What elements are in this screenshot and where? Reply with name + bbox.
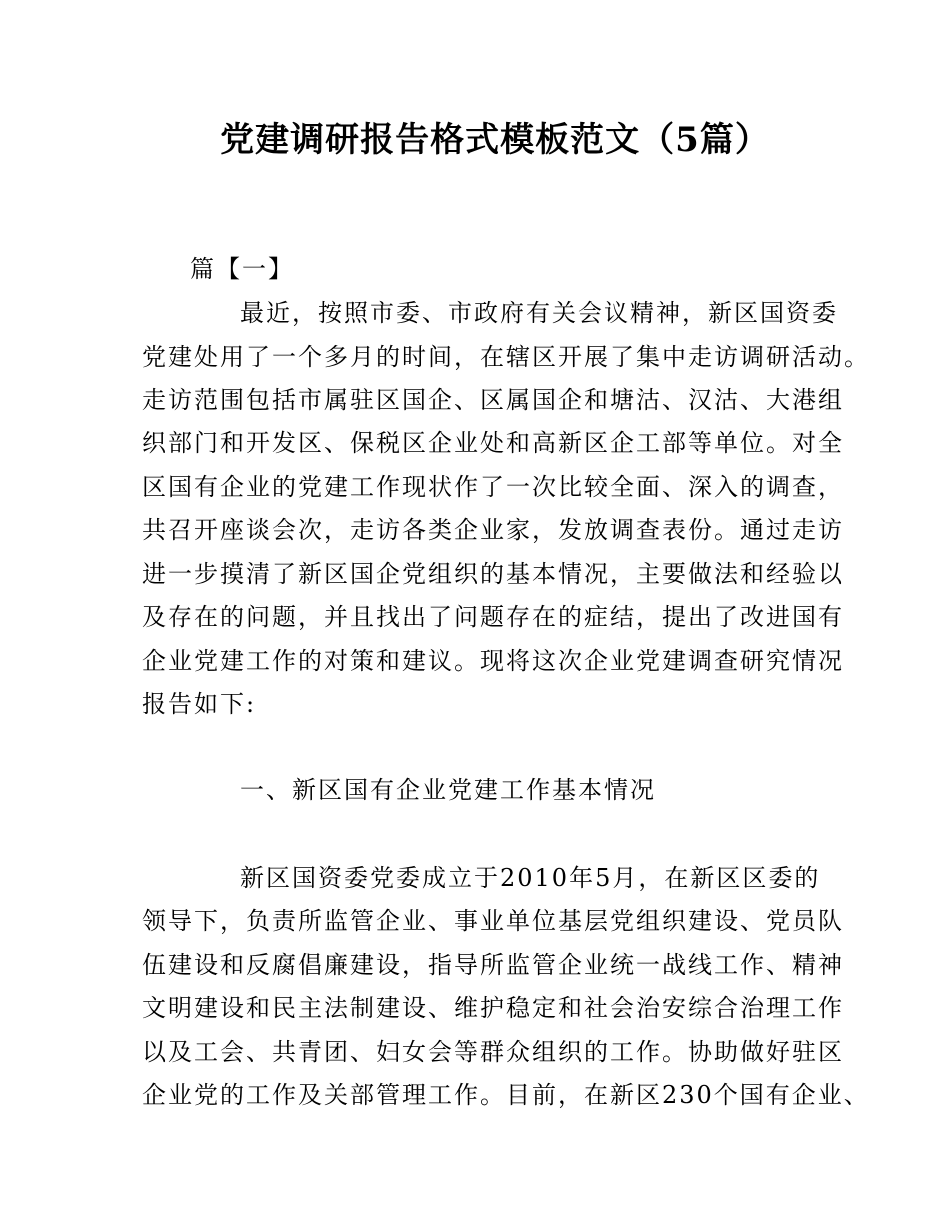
paragraph-line: 伍建设和反腐倡廉建设，指导所监管企业统一战线工作、精神: [142, 951, 844, 979]
paragraph-line: 进一步摸清了新区国企党组织的基本情况，主要做法和经验以: [142, 560, 844, 588]
section-label: 篇【一】: [190, 255, 294, 283]
paragraph-line: 以及工会、共青团、妇女会等群众组织的工作。协助做好驻区: [142, 1038, 844, 1066]
paragraph-line: 走访范围包括市属驻区国企、区属国企和塘沽、汉沽、大港组: [142, 386, 844, 414]
paragraph-line: 文明建设和民主法制建设、维护稳定和社会治安综合治理工作: [142, 994, 844, 1022]
paragraph-line: 最近，按照市委、市政府有关会议精神，新区国资委: [240, 299, 838, 327]
paragraph-line: 领导下，负责所监管企业、事业单位基层党组织建设、党员队: [142, 907, 844, 935]
paragraph-line: 新区国资委党委成立于2010年5月，在新区区委的: [240, 864, 821, 892]
paragraph-line: 及存在的问题，并且找出了问题存在的症结，提出了改进国有: [142, 603, 844, 631]
document-title: 党建调研报告格式模板范文（5篇）: [220, 120, 770, 160]
section-heading: 一、新区国有企业党建工作基本情况: [240, 776, 656, 804]
paragraph-line: 报告如下:: [142, 690, 257, 718]
paragraph-line: 党建处用了一个多月的时间，在辖区开展了集中走访调研活动。: [142, 343, 870, 371]
paragraph-line: 企业党的工作及关部管理工作。目前，在新区230个国有企业、: [142, 1081, 870, 1109]
paragraph-line: 织部门和开发区、保税区企业处和高新区企工部等单位。对全: [142, 429, 844, 457]
paragraph-line: 共召开座谈会次，走访各类企业家，发放调查表份。通过走访: [142, 516, 844, 544]
paragraph-line: 企业党建工作的对策和建议。现将这次企业党建调查研究情况: [142, 647, 844, 675]
paragraph-line: 区国有企业的党建工作现状作了一次比较全面、深入的调查，: [142, 473, 844, 501]
